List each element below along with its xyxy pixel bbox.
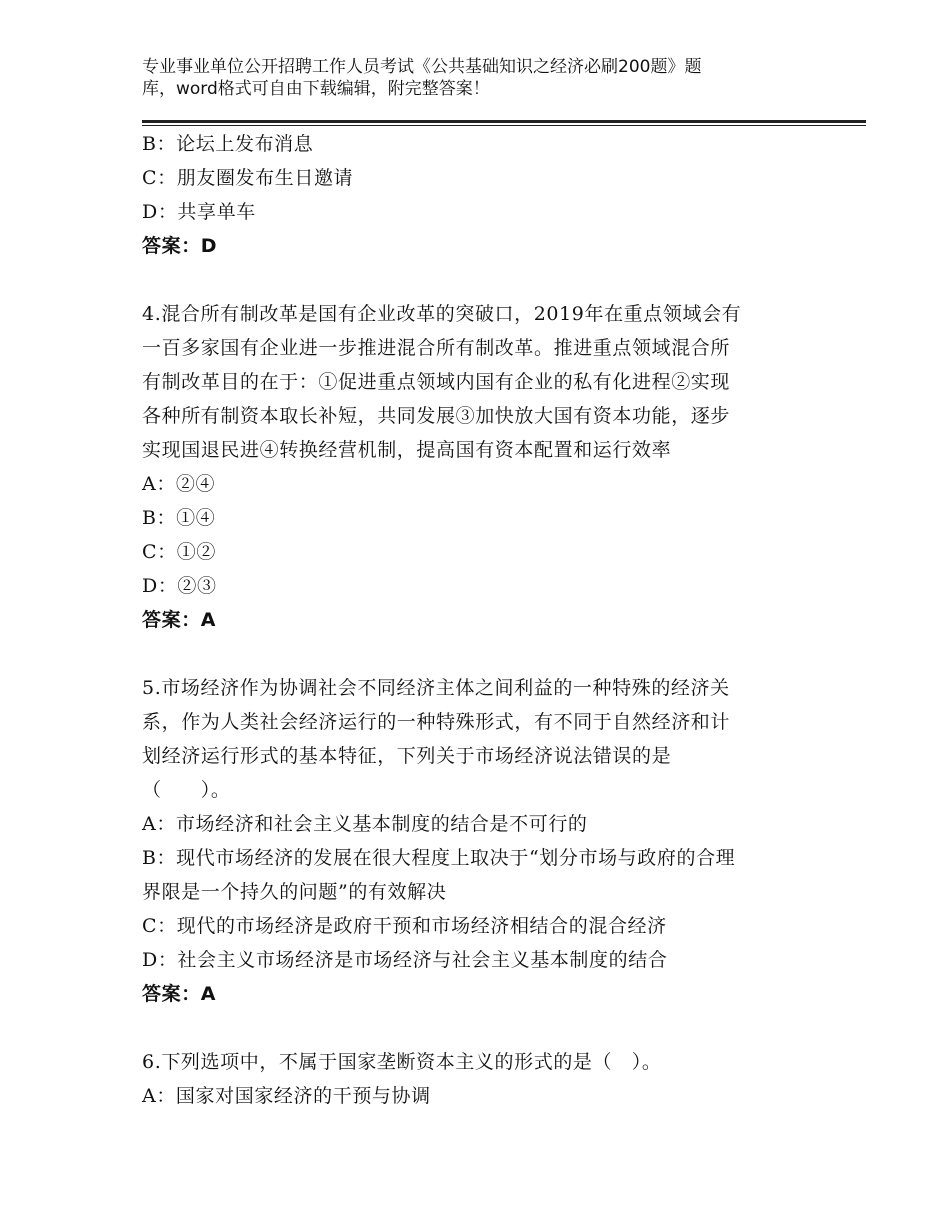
question-stem-line: 系，作为人类社会经济运行的一种特殊形式，有不同于自然经济和计 — [142, 711, 731, 733]
question-stem-line: 实现国退民进④转换经营机制，提高国有资本配置和运行效率 — [142, 439, 672, 461]
question-stem-line: 一百多家国有企业进一步推进混合所有制改革。推进重点领域混合所 — [142, 337, 731, 359]
option-b: B：现代市场经济的发展在很大程度上取决于“划分市场与政府的合理 — [142, 847, 736, 869]
option-d: D：社会主义市场经济是市场经济与社会主义基本制度的结合 — [142, 949, 668, 971]
spacer — [142, 637, 822, 671]
option-d: D：共享单车 — [142, 201, 256, 223]
header-rule-thin — [142, 125, 866, 126]
answer-line: 答案：D — [142, 235, 218, 257]
question-5 — [142, 671, 822, 1011]
header-line-1: 专业事业单位公开招聘工作人员考试《公共基础知识之经济必刷200题》题 — [142, 57, 702, 77]
option-b: B：①④ — [142, 507, 216, 529]
question-stem-line: 划经济运行形式的基本特征，下列关于市场经济说法错误的是 — [142, 745, 672, 767]
option-b: B：论坛上发布消息 — [142, 133, 314, 155]
question-stem-line: 有制改革目的在于：①促进重点领域内国有企业的私有化进程②实现 — [142, 371, 731, 393]
spacer — [142, 263, 822, 297]
answer-line: 答案：A — [142, 983, 217, 1005]
option-c: C：①② — [142, 541, 216, 563]
option-d: D：②③ — [142, 575, 217, 597]
question-content — [142, 127, 822, 1113]
spacer — [142, 1011, 822, 1045]
header-line-2: 库，word格式可自由下载编辑，附完整答案！ — [142, 79, 490, 99]
option-a: A：市场经济和社会主义基本制度的结合是不可行的 — [142, 813, 588, 835]
question-3 — [142, 127, 822, 263]
question-stem-line: （ ）。 — [142, 779, 231, 801]
option-c: C：现代的市场经济是政府干预和市场经济相结合的混合经济 — [142, 915, 667, 937]
question-stem-line: 6.下列选项中，不属于国家垄断资本主义的形式的是（ ）。 — [142, 1051, 662, 1073]
option-c: C：朋友圈发布生日邀请 — [142, 167, 354, 189]
option-a: A：国家对国家经济的干预与协调 — [142, 1085, 431, 1107]
question-6 — [142, 1045, 822, 1113]
question-stem-line: 各种所有制资本取长补短，共同发展③加快放大国有资本功能，逐步 — [142, 405, 731, 427]
header-rule-thick — [142, 120, 866, 123]
answer-line: 答案：A — [142, 609, 217, 631]
option-b-continued: 界限是一个持久的问题”的有效解决 — [142, 881, 447, 903]
question-stem-line: 4.混合所有制改革是国有企业改革的突破口，2019年在重点领域会有 — [142, 303, 742, 325]
option-a: A：②④ — [142, 473, 216, 495]
question-stem-line: 5.市场经济作为协调社会不同经济主体之间利益的一种特殊的经济关 — [142, 677, 730, 699]
question-4 — [142, 297, 822, 637]
page-header — [142, 56, 822, 100]
